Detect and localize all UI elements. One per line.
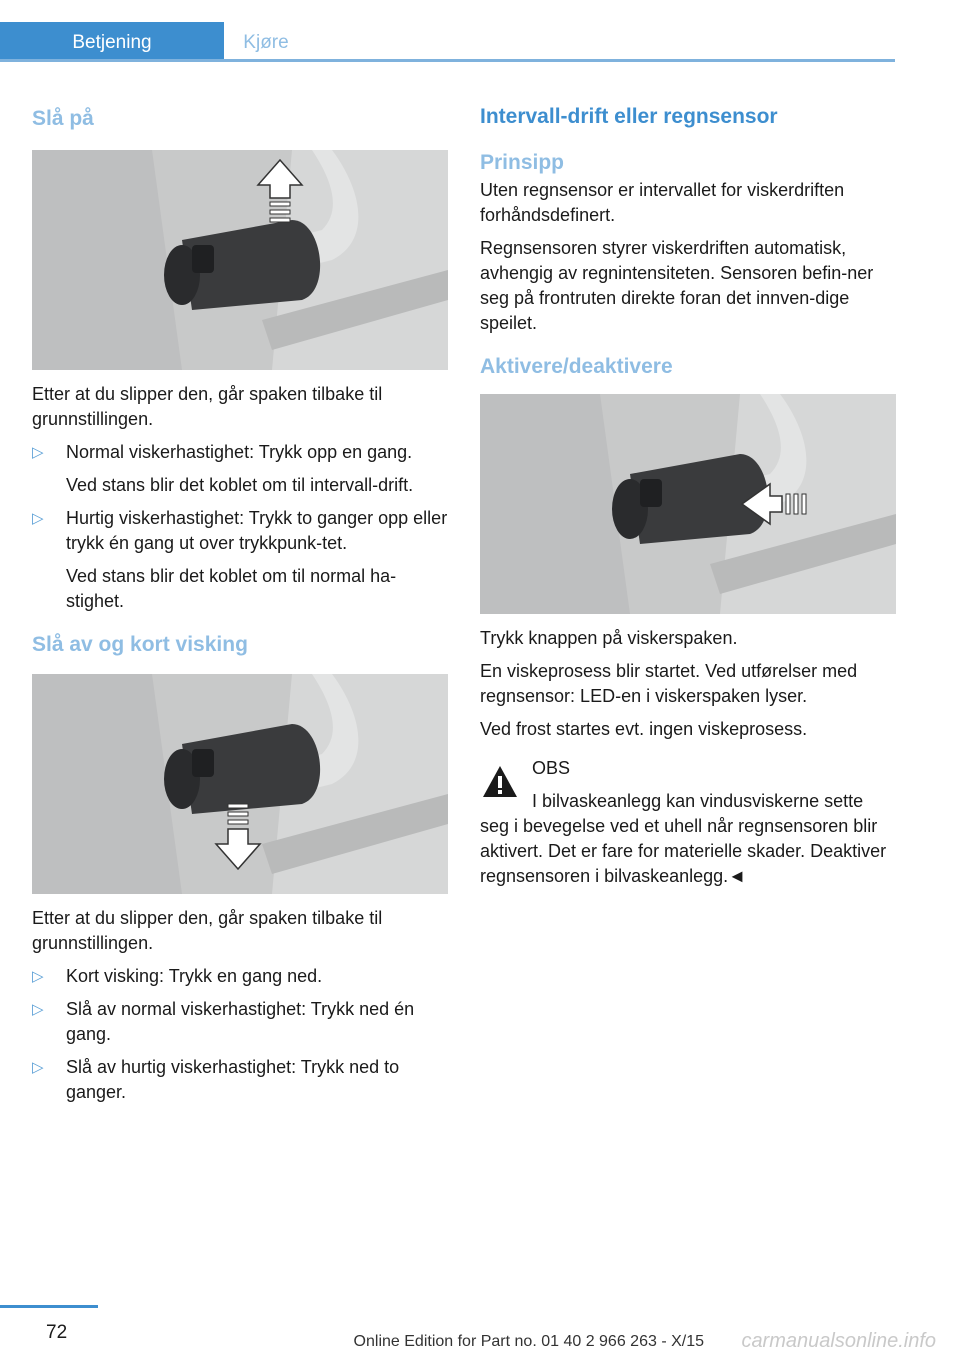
warning-title: OBS (532, 758, 571, 778)
section-title-intervall: Intervall-drift eller regnsensor (480, 105, 778, 128)
section-title-sla-av: Slå av og kort visking (32, 633, 248, 656)
footer-rule (0, 1305, 98, 1308)
section1-list (32, 440, 448, 614)
wiper-stalk-button-image (480, 394, 896, 614)
activate-paragraph-1: Trykk knappen på viskerspaken. (480, 628, 738, 648)
list-item (32, 506, 448, 614)
bullet-text: Kort visking: Trykk en gang ned. (66, 966, 323, 986)
wiper-stalk-down-image (32, 674, 448, 894)
triangle-bullet-icon: ▷ (32, 1059, 44, 1076)
bullet-text: Hurtig viskerhastighet: Trykk to ganger opp eller trykk én gang ut over trykkpunk-tet. (66, 508, 448, 553)
bullet-text: Normal viskerhastighet: Trykk opp en gang. (66, 442, 413, 462)
triangle-bullet-icon: ▷ (32, 510, 44, 527)
bullet-subtext: Ved stans blir det koblet om til normal ha-stighet. (66, 566, 397, 611)
tab-betjening[interactable]: Betjening (0, 22, 224, 62)
page-number: 72 (46, 1322, 68, 1343)
principle-paragraph-2: Regnsensoren styrer viskerdriften automatisk, avhengig av regnintensiteten. Sensoren befin-ner seg på frontruten direkte foran det innven-dige speilet. (480, 238, 874, 333)
subsection-title-aktivere: Aktivere/deaktivere (480, 355, 673, 378)
list-item (32, 964, 448, 989)
tab-kjore[interactable]: Kjøre (243, 32, 289, 53)
subsection-title-prinsipp: Prinsipp (480, 151, 565, 174)
section2-caption: Etter at du slipper den, går spaken tilbake til grunnstillingen. (32, 908, 383, 953)
activate-paragraph-2: En viskeprosess blir startet. Ved utførelser med regnsensor: LED-en i viskerspaken lyser. (480, 661, 858, 706)
section2-list (32, 964, 448, 1105)
triangle-bullet-icon: ▷ (32, 444, 44, 461)
triangle-bullet-icon: ▷ (32, 968, 44, 985)
left-column (32, 100, 448, 1113)
tab-rule (0, 59, 895, 62)
warning-text: I bilvaskeanlegg kan vindusviskerne sette seg i bevegelse ved et uhell når regnsensoren blir aktivert. Det er fare for materielle skader. Deaktiver regnsensoren i bilvaskeanlegg.◄ (480, 791, 887, 886)
warning-note (480, 756, 896, 889)
edition-note: Online Edition for Part no. 01 40 2 966 263 - X/15 (353, 1333, 704, 1350)
section-title-sla-pa: Slå på (32, 107, 94, 130)
bullet-subtext: Ved stans blir det koblet om til intervall-drift. (66, 475, 414, 495)
right-column (480, 100, 896, 889)
warning-triangle-icon (480, 762, 520, 802)
section1-caption: Etter at du slipper den, går spaken tilbake til grunnstillingen. (32, 384, 383, 429)
bullet-text: Slå av normal viskerhastighet: Trykk ned én gang. (66, 999, 415, 1044)
bullet-text: Slå av hurtig viskerhastighet: Trykk ned to ganger. (66, 1057, 400, 1102)
list-item (32, 1055, 448, 1105)
watermark: carmanualsonline.info (741, 1330, 936, 1352)
principle-paragraph-1: Uten regnsensor er intervallet for viskerdriften forhåndsdefinert. (480, 180, 845, 225)
triangle-bullet-icon: ▷ (32, 1001, 44, 1018)
list-item (32, 440, 448, 498)
wiper-stalk-up-image (32, 150, 448, 370)
list-item (32, 997, 448, 1047)
chapter-tabs (0, 22, 895, 62)
activate-paragraph-3: Ved frost startes evt. ingen viskeprosess. (480, 719, 808, 739)
